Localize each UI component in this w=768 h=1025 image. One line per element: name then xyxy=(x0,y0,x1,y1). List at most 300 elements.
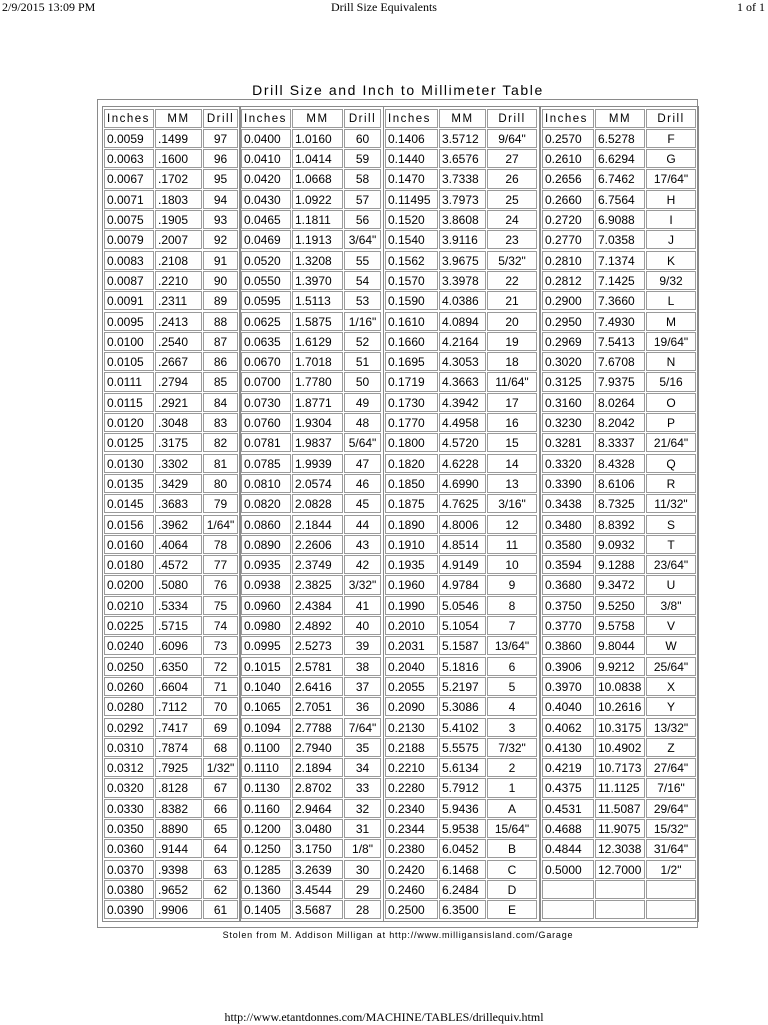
inches-cell: 0.3680 xyxy=(542,575,594,594)
inches-cell: 0.0860 xyxy=(241,515,291,534)
mm-cell: 3.1750 xyxy=(292,839,343,858)
mm-cell: .3962 xyxy=(155,515,202,534)
print-header xyxy=(0,0,768,16)
inches-cell: 0.0595 xyxy=(241,291,291,310)
drill-cell: 93 xyxy=(203,210,238,229)
mm-cell: 10.3175 xyxy=(595,718,645,737)
table-row xyxy=(241,595,382,615)
mm-header: MM xyxy=(155,109,202,128)
mm-cell: 9.1288 xyxy=(595,555,645,574)
table-row xyxy=(385,555,538,575)
mm-cell: 2.7051 xyxy=(292,697,343,716)
inches-cell: 0.0980 xyxy=(241,616,291,635)
drill-cell: 1/64" xyxy=(203,515,238,534)
mm-cell: 3.0480 xyxy=(292,819,343,838)
inches-cell: 0.2210 xyxy=(385,758,438,777)
table-row xyxy=(385,859,538,879)
mm-cell: 7.4930 xyxy=(595,312,645,331)
table-row xyxy=(542,352,697,372)
drill-cell: 22 xyxy=(487,271,537,290)
drill-cell: 3/32" xyxy=(344,575,381,594)
table-row xyxy=(104,778,239,798)
mm-cell: .9906 xyxy=(155,900,202,919)
inches-cell: 0.1440 xyxy=(385,149,438,168)
mm-cell: 1.0668 xyxy=(292,169,343,188)
table-row xyxy=(542,555,697,575)
drill-cell: 3/64" xyxy=(344,230,381,249)
mm-cell: .7112 xyxy=(155,697,202,716)
inches-cell: 0.1935 xyxy=(385,555,438,574)
drill-cell: 34 xyxy=(344,758,381,777)
inches-cell: 0.0781 xyxy=(241,433,291,452)
table-row xyxy=(385,636,538,656)
mm-cell: .3429 xyxy=(155,474,202,493)
table-row xyxy=(385,230,538,250)
mm-cell: 4.7625 xyxy=(439,494,486,513)
table-row xyxy=(385,189,538,209)
inches-cell: 0.3230 xyxy=(542,413,594,432)
mm-cell: .8890 xyxy=(155,819,202,838)
mm-cell: 5.1587 xyxy=(439,636,486,655)
mm-cell: .6350 xyxy=(155,657,202,676)
inches-cell: 0.2770 xyxy=(542,230,594,249)
table-row xyxy=(385,331,538,351)
inches-cell: 0.0465 xyxy=(241,210,291,229)
table-row xyxy=(542,818,697,838)
mm-cell: .1702 xyxy=(155,169,202,188)
inches-cell: 0.0890 xyxy=(241,535,291,554)
drill-cell: 86 xyxy=(203,352,238,371)
drill-cell: 1/16" xyxy=(344,312,381,331)
inches-cell: 0.0380 xyxy=(104,880,154,899)
table-row xyxy=(104,189,239,209)
inches-cell: 0.3580 xyxy=(542,535,594,554)
mm-cell: 1.3208 xyxy=(292,251,343,270)
drill-cell: W xyxy=(646,636,696,655)
table-row xyxy=(104,392,239,412)
inches-cell: 0.0111 xyxy=(104,372,154,391)
table-row xyxy=(542,595,697,615)
table-row xyxy=(241,412,382,432)
inches-header: Inches xyxy=(241,109,291,128)
table-row xyxy=(542,311,697,331)
table-row xyxy=(542,534,697,554)
inches-cell: 0.2130 xyxy=(385,718,438,737)
table-row xyxy=(241,778,382,798)
inches-cell: 0.0160 xyxy=(104,535,154,554)
table-row xyxy=(542,230,697,250)
drill-cell: 78 xyxy=(203,535,238,554)
mm-cell: .2108 xyxy=(155,251,202,270)
inches-cell: 0.0995 xyxy=(241,636,291,655)
mm-cell: 4.9784 xyxy=(439,575,486,594)
table-row xyxy=(241,656,382,676)
table-row xyxy=(104,270,239,290)
drill-cell: Y xyxy=(646,697,696,716)
drill-cell: 7/32" xyxy=(487,738,537,757)
inches-cell: 0.0091 xyxy=(104,291,154,310)
mm-cell: 9.0932 xyxy=(595,535,645,554)
table-row xyxy=(385,453,538,473)
drill-cell: S xyxy=(646,515,696,534)
drill-cell: 8 xyxy=(487,596,537,615)
mm-cell: 12.3038 xyxy=(595,839,645,858)
table-row xyxy=(104,372,239,392)
drill-cell: 49 xyxy=(344,393,381,412)
mm-cell: 1.5113 xyxy=(292,291,343,310)
drill-cell: 5/16 xyxy=(646,372,696,391)
table-row xyxy=(104,636,239,656)
table-row xyxy=(385,412,538,432)
table-row xyxy=(241,615,382,635)
table-row xyxy=(385,697,538,717)
drill-cell: 16 xyxy=(487,413,537,432)
mm-cell: .2667 xyxy=(155,352,202,371)
table-row xyxy=(385,250,538,270)
mm-cell: 1.0922 xyxy=(292,190,343,209)
inches-cell: 0.0700 xyxy=(241,372,291,391)
print-footer-url: http://www.etantdonnes.com/MACHINE/TABLES/drillequiv.html xyxy=(224,1010,544,1024)
table-row xyxy=(241,433,382,453)
table-row xyxy=(104,433,239,453)
inches-cell: 0.5000 xyxy=(542,860,594,879)
table-row xyxy=(542,879,697,899)
drill-cell: 31 xyxy=(344,819,381,838)
drill-cell: A xyxy=(487,799,537,818)
mm-cell: .2794 xyxy=(155,372,202,391)
table-row xyxy=(542,270,697,290)
mm-cell: 9.5250 xyxy=(595,596,645,615)
drill-cell: 13/32" xyxy=(646,718,696,737)
table-row xyxy=(104,859,239,879)
inches-cell: 0.0292 xyxy=(104,718,154,737)
inches-cell: 0.1990 xyxy=(385,596,438,615)
drill-cell: 51 xyxy=(344,352,381,371)
inches-cell: 0.1960 xyxy=(385,575,438,594)
drill-cell: 38 xyxy=(344,657,381,676)
table-row xyxy=(241,534,382,554)
drill-cell: 18 xyxy=(487,352,537,371)
mm-cell: 8.7325 xyxy=(595,494,645,513)
inches-cell: 0.0670 xyxy=(241,352,291,371)
table-row xyxy=(542,473,697,493)
drill-cell: 4 xyxy=(487,697,537,716)
subtable-2 xyxy=(239,106,384,922)
table-row xyxy=(385,595,538,615)
mm-cell: 4.4958 xyxy=(439,413,486,432)
mm-cell: 9.8044 xyxy=(595,636,645,655)
drill-cell: 11 xyxy=(487,535,537,554)
table-row xyxy=(241,250,382,270)
inches-cell: 0.2500 xyxy=(385,900,438,919)
header-row xyxy=(104,108,239,128)
inches-cell: 0.1719 xyxy=(385,372,438,391)
inches-cell: 0.0310 xyxy=(104,738,154,757)
drill-cell: 7 xyxy=(487,616,537,635)
inches-cell: 0.1730 xyxy=(385,393,438,412)
drill-cell: 25 xyxy=(487,190,537,209)
drill-cell: 72 xyxy=(203,657,238,676)
inches-cell: 0.0225 xyxy=(104,616,154,635)
table-row xyxy=(241,473,382,493)
table-row xyxy=(104,311,239,331)
inches-cell: 0.1160 xyxy=(241,799,291,818)
drill-cell: 29/64" xyxy=(646,799,696,818)
mm-cell: 11.1125 xyxy=(595,778,645,797)
inches-cell: 0.0180 xyxy=(104,555,154,574)
inches-cell: 0.3020 xyxy=(542,352,594,371)
drill-cell: 3/8" xyxy=(646,596,696,615)
table-row xyxy=(385,818,538,838)
drill-cell: 1/2" xyxy=(646,860,696,879)
subtable-1 xyxy=(102,106,241,922)
inches-cell: 0.0960 xyxy=(241,596,291,615)
mm-cell: 2.7788 xyxy=(292,718,343,737)
mm-cell: .7925 xyxy=(155,758,202,777)
mm-header: MM xyxy=(595,109,645,128)
drill-cell: 15 xyxy=(487,433,537,452)
drill-cell: 88 xyxy=(203,312,238,331)
table-row xyxy=(385,169,538,189)
table-row xyxy=(104,717,239,737)
print-page-count: 1 of 1 xyxy=(737,0,765,14)
mm-cell: .5334 xyxy=(155,596,202,615)
drill-cell: R xyxy=(646,474,696,493)
drill-cell: F xyxy=(646,129,696,148)
inches-cell: 0.1875 xyxy=(385,494,438,513)
drill-cell: 36 xyxy=(344,697,381,716)
drill-cell: 65 xyxy=(203,819,238,838)
inches-cell: 0.1250 xyxy=(241,839,291,858)
drill-cell: 63 xyxy=(203,860,238,879)
inches-cell: 0.0063 xyxy=(104,149,154,168)
table-row xyxy=(385,656,538,676)
mm-cell: 3.5687 xyxy=(292,900,343,919)
inches-cell: 0.2380 xyxy=(385,839,438,858)
drill-cell: 23 xyxy=(487,230,537,249)
table-row xyxy=(104,818,239,838)
inches-cell: 0.2031 xyxy=(385,636,438,655)
drill-cell: 41 xyxy=(344,596,381,615)
mm-cell: 3.2639 xyxy=(292,860,343,879)
table-row xyxy=(104,494,239,514)
mm-cell: 5.6134 xyxy=(439,758,486,777)
table-row xyxy=(104,453,239,473)
mm-cell: 8.0264 xyxy=(595,393,645,412)
mm-cell: 4.3663 xyxy=(439,372,486,391)
table-row xyxy=(542,149,697,169)
inches-cell: 0.0350 xyxy=(104,819,154,838)
inches-cell: 0.0635 xyxy=(241,332,291,351)
drill-cell: 64 xyxy=(203,839,238,858)
inches-cell: 0.1610 xyxy=(385,312,438,331)
drill-cell: 3 xyxy=(487,718,537,737)
mm-cell: 5.9538 xyxy=(439,819,486,838)
mm-cell: .4572 xyxy=(155,555,202,574)
mm-cell: 7.9375 xyxy=(595,372,645,391)
inches-cell: 0.0087 xyxy=(104,271,154,290)
mm-cell: 3.6576 xyxy=(439,149,486,168)
drill-cell: 70 xyxy=(203,697,238,716)
table-row xyxy=(104,900,239,920)
mm-cell: .1803 xyxy=(155,190,202,209)
table-row xyxy=(385,717,538,737)
drill-cell: 1/8" xyxy=(344,839,381,858)
mm-cell: 2.4892 xyxy=(292,616,343,635)
drill-cell: 44 xyxy=(344,515,381,534)
inches-cell: 0.2610 xyxy=(542,149,594,168)
inches-cell: 0.1200 xyxy=(241,819,291,838)
mm-cell: 5.1054 xyxy=(439,616,486,635)
drill-cell: 23/64" xyxy=(646,555,696,574)
drill-cell: O xyxy=(646,393,696,412)
inches-cell: 0.0625 xyxy=(241,312,291,331)
mm-cell: 9.9212 xyxy=(595,657,645,676)
mm-cell: 4.9149 xyxy=(439,555,486,574)
inches-cell: 0.1890 xyxy=(385,515,438,534)
table-row xyxy=(542,291,697,311)
drill-cell: 83 xyxy=(203,413,238,432)
inches-cell: 0.0312 xyxy=(104,758,154,777)
inches-cell: 0.2280 xyxy=(385,778,438,797)
table-row xyxy=(385,494,538,514)
inches-cell: 0.0059 xyxy=(104,129,154,148)
table-row xyxy=(385,798,538,818)
drill-cell: 54 xyxy=(344,271,381,290)
drill-cell: 67 xyxy=(203,778,238,797)
drill-cell: 82 xyxy=(203,433,238,452)
mm-cell: 4.2164 xyxy=(439,332,486,351)
mm-cell: 6.9088 xyxy=(595,210,645,229)
drill-cell: 26 xyxy=(487,169,537,188)
mm-cell: 1.7780 xyxy=(292,372,343,391)
drill-cell: 37 xyxy=(344,677,381,696)
drill-cell: 53 xyxy=(344,291,381,310)
mm-cell: 3.3978 xyxy=(439,271,486,290)
drill-cell: 2 xyxy=(487,758,537,777)
mm-cell: 3.5712 xyxy=(439,129,486,148)
inches-cell: 0.1094 xyxy=(241,718,291,737)
table-row xyxy=(241,149,382,169)
drill-cell: I xyxy=(646,210,696,229)
drill-cell: 76 xyxy=(203,575,238,594)
drill-cell: 31/64" xyxy=(646,839,696,858)
drill-cell: 89 xyxy=(203,291,238,310)
drill-cell: 7/64" xyxy=(344,718,381,737)
inches-cell: 0.0125 xyxy=(104,433,154,452)
mm-cell: 1.9304 xyxy=(292,413,343,432)
drill-cell: 84 xyxy=(203,393,238,412)
drill-cell: 11/32" xyxy=(646,494,696,513)
drill-cell: D xyxy=(487,880,537,899)
mm-cell: 6.0452 xyxy=(439,839,486,858)
drill-cell: V xyxy=(646,616,696,635)
inches-cell xyxy=(542,880,594,899)
table-row xyxy=(542,128,697,148)
mm-cell: 6.1468 xyxy=(439,860,486,879)
inches-cell: 0.0469 xyxy=(241,230,291,249)
inches-cell: 0.1470 xyxy=(385,169,438,188)
inches-cell: 0.2040 xyxy=(385,657,438,676)
drill-cell: 61 xyxy=(203,900,238,919)
inches-cell: 0.3160 xyxy=(542,393,594,412)
inches-cell: 0.4375 xyxy=(542,778,594,797)
inches-cell: 0.0400 xyxy=(241,129,291,148)
inches-cell: 0.0240 xyxy=(104,636,154,655)
mm-cell: 11.9075 xyxy=(595,819,645,838)
table-row xyxy=(104,676,239,696)
table-row xyxy=(104,839,239,859)
inches-cell: 0.3906 xyxy=(542,657,594,676)
table-row xyxy=(385,291,538,311)
table-row xyxy=(542,615,697,635)
table-row xyxy=(542,433,697,453)
mm-cell xyxy=(595,880,645,899)
drill-cell: 5 xyxy=(487,677,537,696)
mm-cell: 2.0828 xyxy=(292,494,343,513)
table-row xyxy=(542,209,697,229)
drill-cell: 30 xyxy=(344,860,381,879)
mm-cell: 1.3970 xyxy=(292,271,343,290)
mm-header: MM xyxy=(439,109,486,128)
drill-header: Drill xyxy=(203,109,238,128)
table-row xyxy=(385,209,538,229)
inches-cell: 0.0083 xyxy=(104,251,154,270)
mm-cell: 3.4544 xyxy=(292,880,343,899)
inches-cell: 0.1520 xyxy=(385,210,438,229)
mm-cell: 2.6416 xyxy=(292,677,343,696)
inches-cell: 0.2950 xyxy=(542,312,594,331)
inches-cell: 0.0520 xyxy=(241,251,291,270)
drill-cell: 15/64" xyxy=(487,819,537,838)
table-row xyxy=(385,392,538,412)
mm-cell: 1.1913 xyxy=(292,230,343,249)
table-row xyxy=(385,879,538,899)
table-row xyxy=(385,352,538,372)
table-row xyxy=(241,209,382,229)
drill-cell: 28 xyxy=(344,900,381,919)
drill-header: Drill xyxy=(487,109,537,128)
inches-cell: 0.0200 xyxy=(104,575,154,594)
inches-cell: 0.1800 xyxy=(385,433,438,452)
drill-cell: 11/64" xyxy=(487,372,537,391)
mm-cell: 7.3660 xyxy=(595,291,645,310)
table-row xyxy=(385,534,538,554)
table-row xyxy=(104,412,239,432)
table-row xyxy=(542,900,697,920)
inches-cell: 0.2900 xyxy=(542,291,594,310)
inches-cell: 0.4844 xyxy=(542,839,594,858)
mm-cell: 2.5273 xyxy=(292,636,343,655)
table-row xyxy=(542,737,697,757)
table-row xyxy=(241,818,382,838)
table-row xyxy=(104,128,239,148)
inches-cell: 0.1770 xyxy=(385,413,438,432)
drill-cell: 5/32" xyxy=(487,251,537,270)
inches-cell: 0.4040 xyxy=(542,697,594,716)
mm-cell: 5.3086 xyxy=(439,697,486,716)
table-row xyxy=(104,798,239,818)
table-row xyxy=(385,615,538,635)
table-row xyxy=(104,595,239,615)
inches-cell xyxy=(542,900,594,919)
drill-cell: 80 xyxy=(203,474,238,493)
inches-cell: 0.2344 xyxy=(385,819,438,838)
drill-cell: 46 xyxy=(344,474,381,493)
drill-cell: 19 xyxy=(487,332,537,351)
drill-cell: 13 xyxy=(487,474,537,493)
mm-cell: .1905 xyxy=(155,210,202,229)
